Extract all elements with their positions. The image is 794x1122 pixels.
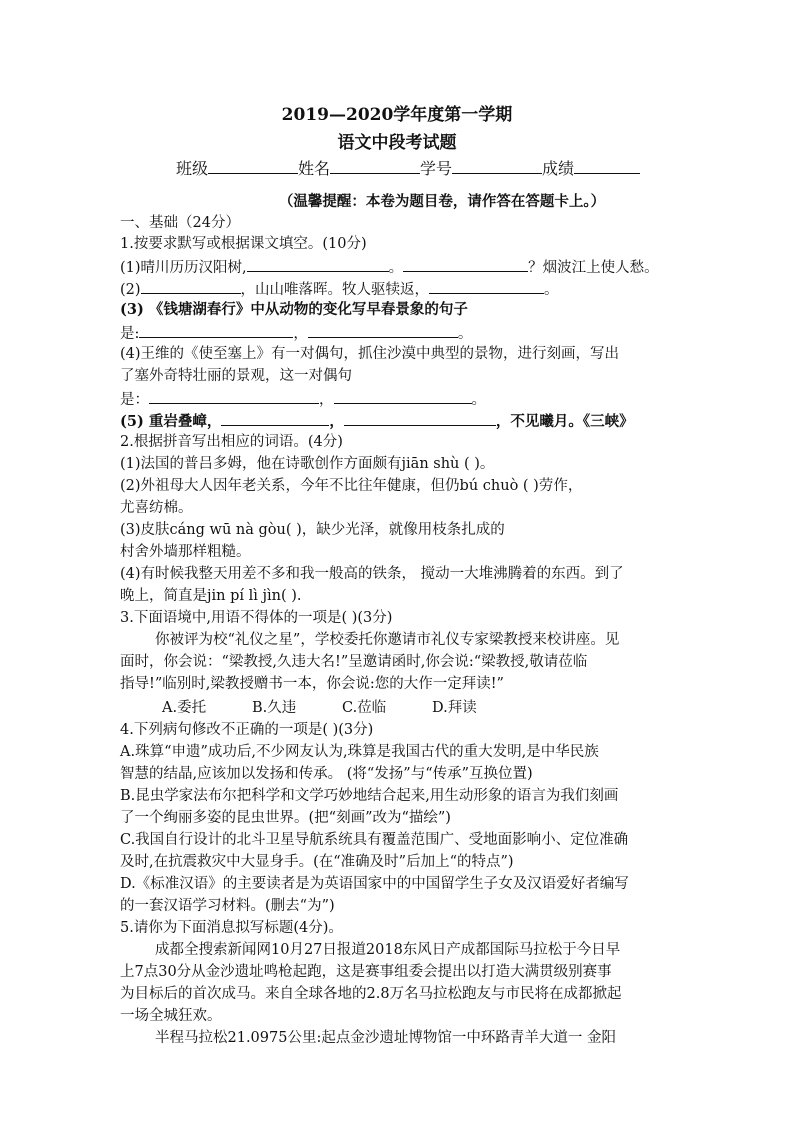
id-label: 学号 [420,159,453,178]
q1-blank-8 [334,388,472,404]
q1-line3: (3) 《钱塘湖春行》中从动物的变化写早春景象的句子 [120,301,468,318]
q1-line4: (4)王维的《使至塞上》有一对偶句，抓住沙漠中典型的景物，进行刻画，写出 [120,346,620,362]
q2-item3: (3)皮肤cáng wū nà gòu( )，缺少光泽，就像用枝条扎成的 [120,522,505,538]
q2-item3-cont: 村舍外墙那样粗糙。 [120,544,251,560]
q3-option-b: B.久违 [252,700,297,716]
q1-line4b: 了塞外奇特壮丽的景观，这一对偶句 [120,368,352,384]
name-label: 姓名 [298,159,331,178]
name-blank [330,157,420,174]
q1-blank-2 [403,256,528,272]
q2-item1: (1)法国的普吕多姆，他在诗歌创作方面颇有jiān shù ( )。 [120,456,495,472]
q3-passage-3: 指导!”临别时,梁教授赠书一本，你会说:您的大作一定拜读!” [120,676,504,692]
q1-blank-9 [221,410,329,426]
q1-blank-10 [344,410,496,426]
q3-options [162,698,522,718]
q1-line3b-text-a: 是: [120,326,140,342]
q4-option-b: B.昆虫学家法布尔把科学和文学巧妙地结合起来,用生动形象的语言为我们刻画 [120,788,619,804]
exam-year-title: 2019—2020学年度第一学期 [281,105,513,125]
q1-line5-text-a: (5) 重岩叠嶂， [120,413,222,430]
q5-passage-5: 半程马拉松21.0975公里:起点金沙遗址博物馆一中环路青羊大道一 金阳 [155,1030,616,1046]
q3-option-d: D.拜读 [432,700,477,716]
q1-line2 [120,278,559,300]
q4-option-a: A.珠算“申遗”成功后,不少网友认为,珠算是我国古代的重大发明,是中华民族 [120,744,599,760]
q3-option-c: C.莅临 [342,700,387,716]
q5-passage-4: 一场全城狂欢。 [120,1008,222,1024]
q5-stem: 5.请你为下面消息拟写标题(4分)。 [120,920,343,936]
q1-line4c [120,388,486,410]
q1-line1-text-b: 。 [388,260,404,276]
q5-passage-3: 为目标后的首次成马。来自全球各地的2.8万名马拉松跑友与市民将在成都掀起 [120,986,622,1002]
q1-blank-7 [149,388,319,404]
q1-line1 [120,256,659,278]
q3-passage-1: 你被评为校“礼仪之星”，学校委托你邀请市礼仪专家梁教授来校讲座。见 [155,632,620,648]
score-blank [574,157,640,174]
q1-blank-4 [429,278,544,294]
q5-passage-1: 成都全搜索新闻网10月27日报道2018东风日产成都国际马拉松于今日早 [155,942,621,958]
q3-stem: 3.下面语境中,用语不得体的一项是( )(3分) [120,610,393,626]
q1-line5-text-c: ，不见曦月。《三峡》 [495,413,634,430]
q2-item2-cont: 尤喜纺棉。 [120,500,193,516]
q4-option-c-cont: 及时,在抗震救灾中大显身手。(在“准确及时”后加上“的特点”) [120,854,514,870]
q5-passage-2: 上7点30分从金沙遗址鸣枪起跑，这是赛事组委会提出以打造大满贯级别赛事 [120,964,612,980]
q1-line3b [120,322,472,344]
q1-line5 [120,410,634,432]
q1-stem: 1.按要求默写或根据课文填空。(10分) [120,236,367,252]
q1-line2-text-a: (2) [120,282,141,298]
class-blank [208,157,298,174]
q3-passage-2: 面时，你会说：“梁教授,久违大名!”呈邀请函时,你会说:“梁教授,敬请莅临 [120,654,588,670]
q1-line3b-text-b: ， [293,326,308,342]
q1-line4c-text-a: 是： [120,392,149,408]
q1-line4c-text-c: 。 [471,392,486,408]
reminder-note: （温馨提醒：本卷为题目卷，请作答在答题卡上。） [278,193,606,210]
id-blank [452,157,542,174]
q1-line4c-text-b: ， [319,392,334,408]
q2-stem: 2.根据拼音写出相应的词语。(4分) [120,434,343,450]
q1-line1-text-c: ？烟波江上使人愁。 [528,260,659,276]
q1-blank-6 [308,322,458,338]
student-info-row [176,156,640,179]
q4-option-a-cont: 智慧的结晶,应该加以发扬和传承。 (将“发扬”与“传承”互换位置) [120,766,533,782]
score-label: 成绩 [542,159,575,178]
q4-option-d-cont: 的一套汉语学习材料。(删去“为”) [120,898,335,914]
q1-line2-text-b: ，山山唯落晖。牧人驱犊返， [240,282,430,298]
q2-item4-cont: 晚上，简直是jin pí lì jìn( ). [120,588,302,604]
q1-line3b-text-c: 。 [457,326,473,342]
q2-item2: (2)外祖母大人因年老关系，今年不比往年健康，但仍bú chuò ( )劳作， [120,478,583,494]
q1-blank-1 [247,256,389,272]
q2-item4: (4)有时候我整天用差不多和我一般高的铁条， 搅动一大堆沸腾着的东西。到了 [120,566,624,582]
q4-option-b-cont: 了一个绚丽多姿的昆虫世界。(把“刻画”改为“描绘”) [120,810,451,826]
q3-option-a: A.委托 [162,700,207,716]
section-heading: 一、基础（24分） [120,215,240,231]
q1-blank-3 [141,278,241,294]
q4-option-c: C.我国自行设计的北斗卫星导航系统具有覆盖范围广、受地面影响小、定位准确 [120,832,629,848]
q1-line1-text-a: (1)晴川历历汉阳树, [120,260,247,276]
q1-blank-5 [139,322,293,338]
q1-line2-text-c: 。 [544,282,559,298]
class-label: 班级 [176,159,209,178]
q1-line5-text-b: ， [329,413,344,430]
exam-subject-title: 语文中段考试题 [337,133,457,153]
q4-option-d: D.《标准汉语》的主要读者是为英语国家中的中国留学生子女及汉语爱好者编写 [120,876,629,892]
q4-stem: 4.下列病句修改不正确的一项是( )(3分) [120,722,374,738]
